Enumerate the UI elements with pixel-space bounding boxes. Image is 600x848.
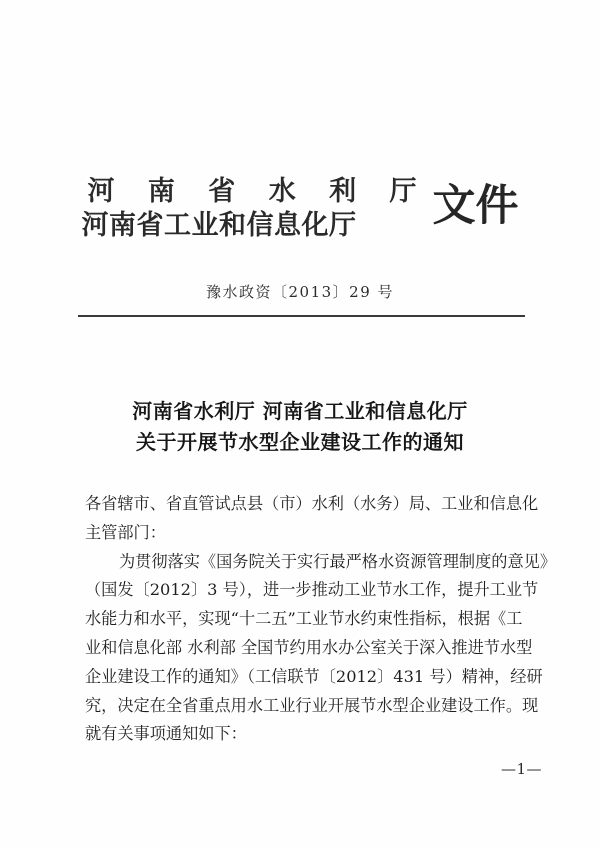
document-title-line-1: 河南省水利厅 河南省工业和信息化厅	[132, 399, 468, 423]
body-line: 主管部门：	[85, 522, 166, 542]
body-line: 业和信息化部 水利部 全国节约用水办公室关于深入推进节水型	[85, 637, 533, 657]
document-number: 豫水政资〔2013〕29 号	[205, 283, 395, 301]
page-number: —1—	[500, 760, 542, 778]
body-line: 企业建设工作的通知》（工信联节〔2012〕431 号）精神，经研	[85, 666, 543, 686]
body-line: 水能力和水平，实现“十二五”工业节水约束性指标，根据《工	[85, 609, 523, 629]
document-title-line-2: 关于开展节水型企业建设工作的通知	[136, 430, 464, 454]
body-line: 究，决定在全省重点用水工业行业开展节水型企业建设工作。现	[85, 695, 539, 715]
document-title	[0, 396, 600, 458]
letterhead-document-word: 文件	[432, 180, 519, 231]
document-body	[85, 490, 557, 749]
issuing-agency-line-1: 河 南 省 水 利 厅	[87, 175, 429, 207]
issuing-agency-line-2: 河南省工业和信息化厅	[81, 209, 357, 241]
issuing-agency-names	[81, 175, 429, 241]
body-line: （国发〔2012〕3 号），进一步推动工业节水工作，提升工业节	[85, 580, 539, 600]
body-line: 各省辖市、省直管试点县（市）水利（水务）局、工业和信息化	[85, 494, 539, 513]
letterhead-separator-rule	[78, 315, 525, 317]
body-line: 就有关事项通知如下：	[85, 724, 247, 744]
letterhead	[0, 162, 600, 254]
body-line: 为贯彻落实《国务院关于实行最严格水资源管理制度的意见》	[119, 551, 557, 571]
